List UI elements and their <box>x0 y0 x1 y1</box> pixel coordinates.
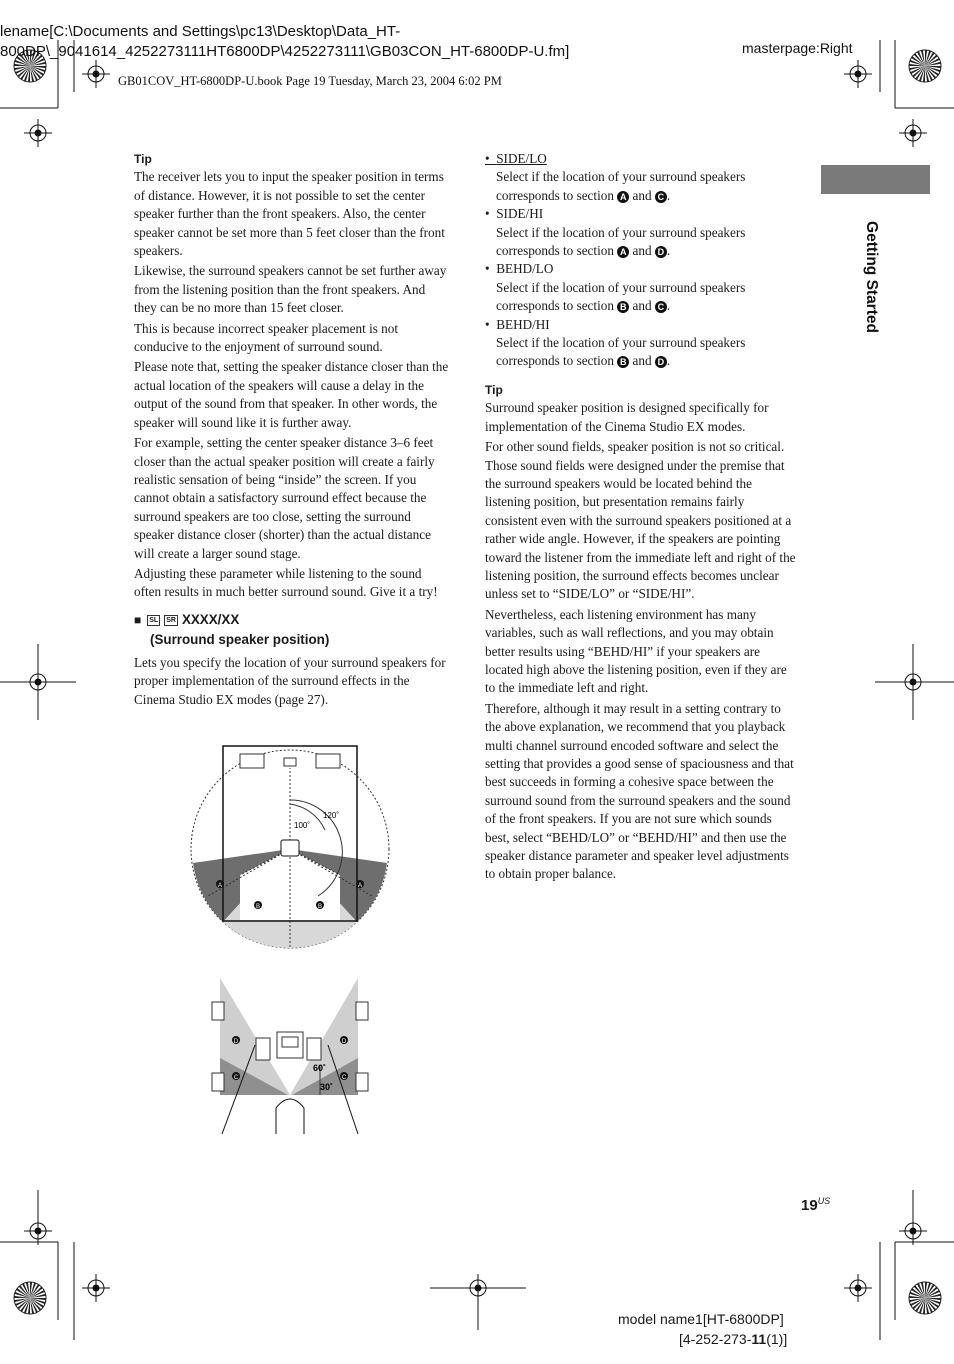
option-description: Select if the location of your surround speakers corresponds to section A and C . <box>496 169 746 203</box>
front-right-speaker-icon <box>316 754 340 768</box>
option-item <box>485 205 799 260</box>
high-right-speaker-icon <box>356 1002 368 1020</box>
front-left-tower-icon <box>256 1038 270 1060</box>
low-left-speaker-icon <box>212 1073 224 1091</box>
front-right-tower-icon <box>307 1038 321 1060</box>
high-left-speaker-icon <box>212 1002 224 1020</box>
tip-paragraph: This is because incorrect speaker placement is not conducive to the enjoyment of surround sound. <box>134 320 399 355</box>
section-title: XXXX/XX <box>181 611 240 627</box>
left-column <box>134 150 450 711</box>
zone-b-left-label: B <box>255 904 261 910</box>
tip-heading: Tip <box>134 152 152 166</box>
tip-heading: Tip <box>485 382 503 397</box>
tip-paragraph: The receiver lets you to input the speaker position in terms of distance. However, it is not possible to set the center speaker further than the front speakers. Also, the center speaker cannot be set more than 5 feet closer than the front speakers. <box>134 169 445 259</box>
angle-100-label: 100˚ <box>294 821 311 830</box>
tip-paragraph: Surround speaker position is designed specifically for implementation of the Cinema Studio EX modes. <box>485 400 769 434</box>
footer-model: model name1[HT-6800DP] <box>618 1311 784 1327</box>
option-item <box>485 150 799 205</box>
low-right-speaker-icon <box>356 1073 368 1091</box>
file-path-header: lename[C:\Documents and Settings\pc13\Desktop\Data_HT- 800DP\_9041614_4252273111HT6800DP\4252273111\GB03CON_HT-6800DP-U.fm] <box>0 23 570 60</box>
tip-paragraph: Likewise, the surround speakers cannot be set further away from the listening position than the front speakers. And they can be no more than 15 feet closer. <box>134 263 447 316</box>
zone-c-left-label: C <box>233 1075 239 1081</box>
right-column <box>485 150 799 886</box>
option-description: Select if the location of your surround speakers corresponds to section B and C . <box>496 279 746 314</box>
angle-60-label: 60˚ <box>313 1063 327 1073</box>
tip-paragraph: For other sound fields, speaker position is not so critical. Those sound fields were designed under the premise that the surround speakers would be located behind the listening position, but presentation remains fairly consistent even with the surround speakers positioned at a rather wide angle. However, if the speakers are pointing toward the listener from the immediate left and right of the listening position, the surround effects becomes unclear unless set to “SIDE/LO” or “SIDE/HI”. <box>485 439 796 602</box>
zone-b-right-label: B <box>317 904 323 910</box>
zone-a-left-label: A <box>217 883 223 889</box>
square-bullet-icon: ■ <box>134 612 142 627</box>
surround-left-icon: SL <box>149 616 159 624</box>
zone-c-right-label: C <box>341 1075 347 1081</box>
tip-paragraph: Nevertheless, each listening environment has many variables, such as wall reflections, and you may obtain better results using “BEHD/HI” if your speakers are located high above the listening position, even if they are to the immediate left and right. <box>485 606 787 696</box>
section-tab-label: Getting Started <box>863 221 880 333</box>
tip-paragraph: For example, setting the center speaker distance 3–6 feet closer than the actual speaker position will create a fairly realistic sensation of being “inside” the screen. If you cannot obtain a satisfactory surround effect because the surround speakers are too close, setting the surround speaker distance closer (shorter) than the actual distance will create a larger sound stage. <box>134 435 435 561</box>
option-label: • SIDE/LO <box>485 151 547 166</box>
speaker-position-diagram <box>180 740 400 1140</box>
front-left-speaker-icon <box>240 754 264 768</box>
listener-back-icon <box>276 1099 304 1134</box>
tip-paragraph: Therefore, although it may result in a setting contrary to the above explanation, we recommend that you playback multi channel surround encoded software and select the setting that provides a good sense of spaciousness and that best succeeds in forming a cohesive space between the surround sound from the surround speakers and the sound of the front speakers. If you are not sure which sounds best, select “BEHD/LO” or “BEHD/HI” and then use the speaker distance parameter and speaker level adjustments to obtain proper balance. <box>485 700 794 882</box>
footer-part-number: [4-252-273-11(1)] <box>679 1331 788 1347</box>
section-subtitle: (Surround speaker position) <box>150 631 330 647</box>
option-label: • BEHD/HI <box>485 316 550 332</box>
zone-a-right-label: A <box>357 883 363 889</box>
option-item <box>485 316 799 371</box>
masterpage-label: masterpage:Right <box>742 40 853 56</box>
option-item <box>485 260 799 315</box>
zone-d-right-label: D <box>341 1039 347 1045</box>
option-description: Select if the location of your surround speakers corresponds to section B and D . <box>496 335 746 369</box>
side-view-diagram <box>212 978 368 1134</box>
center-speaker-icon <box>284 758 296 766</box>
option-label: • BEHD/LO <box>485 261 554 277</box>
book-info-line: GB01COV_HT-6800DP-U.book Page 19 Tuesday, March 23, 2004 6:02 PM <box>118 74 502 88</box>
zone-d-left-label: D <box>233 1039 239 1045</box>
surround-right-icon: SR <box>166 616 176 624</box>
option-label: • SIDE/HI <box>485 206 544 222</box>
listener-icon <box>281 840 299 856</box>
page-number: $19^{US}$ <box>801 1196 831 1214</box>
top-view-diagram <box>191 746 389 948</box>
section-heading <box>134 610 450 650</box>
angle-30-label: 30˚ <box>320 1082 334 1092</box>
option-description: Select if the location of your surround speakers corresponds to section A and D . <box>496 224 746 259</box>
section-body: Lets you specify the location of your surround speakers for proper implementation of the surround effects in the Cinema Studio EX modes (page 27). <box>134 654 446 707</box>
angle-120-label: 120˚ <box>323 811 340 820</box>
tip-paragraph: Adjusting these parameter while listening to the sound often results in much better surround sound. Give it a try! <box>134 565 438 600</box>
tip-paragraph: Please note that, setting the speaker distance closer than the actual location of the speakers will cause a delay in the output of the sound from that speaker. In other words, the speaker will sound like it is further away. <box>134 359 449 430</box>
section-tab-marker <box>821 165 930 194</box>
